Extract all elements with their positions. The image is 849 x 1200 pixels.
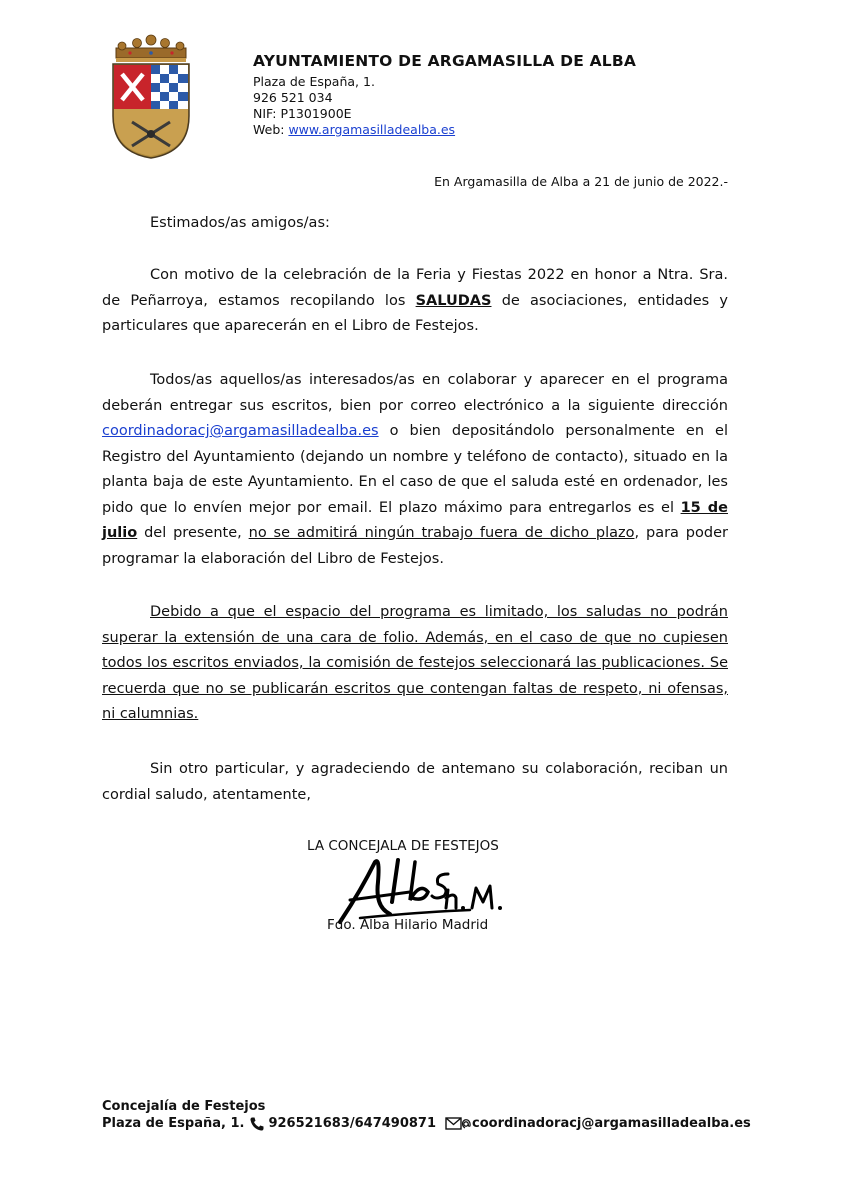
signer-name: Fdo. Alba Hilario Madrid — [327, 917, 489, 933]
p2-part3: del presente, — [137, 525, 249, 541]
p2-part2: o bien depositándolo personalmente en el Registro del Ayuntamiento (dejando un nombre y teléfono de contacto), situado en la planta baja de este Ayuntamiento. En el caso de que el saluda esté en ordenador, les pido que lo envíen mejor por email. El plazo máximo para entregarlos es el — [102, 423, 728, 516]
envelope-at-icon — [445, 1116, 471, 1132]
web-label: Web: — [253, 122, 289, 137]
p2-part1: Todos/as aquellos/as interesados/as en colaborar y aparecer en el programa deberán entregar sus escritos, bien por correo electrónico a la siguiente dirección — [102, 372, 728, 414]
crown-icon — [116, 35, 186, 62]
header-web — [253, 122, 636, 138]
letterhead — [253, 52, 636, 138]
footer — [102, 1098, 751, 1132]
p4-text: Sin otro particular, y agradeciendo de antemano su colaboración, reciban un cordial saludo, atentamente, — [102, 761, 728, 803]
date-line: En Argamasilla de Alba a 21 de junio de 2022.- — [434, 174, 728, 189]
greeting-text: Estimados/as amigos/as: — [150, 215, 330, 231]
email-link[interactable]: coordinadoracj@argamasilladealba.es — [102, 423, 379, 439]
footer-phones: 926521683/647490871 — [268, 1116, 437, 1131]
p3-text: Debido a que el espacio del programa es limitado, los saludas no podrán superar la extensión de una cara de folio. Además, en el caso de que no cupiesen todos los escritos enviados, la comisión de festejos seleccionará las publicaciones. Se recuerda que no se publicarán escritos que contengan faltas de respeto, ni ofensas, ni calumnias. — [102, 604, 728, 722]
website-link[interactable]: www.argamasilladealba.es — [288, 122, 456, 137]
organization-name: AYUNTAMIENTO DE ARGAMASILLA DE ALBA — [253, 52, 637, 70]
paragraph-1 — [102, 263, 728, 340]
header-address: Plaza de España, 1. — [253, 74, 375, 89]
footer-department: Concejalía de Festejos — [102, 1099, 266, 1114]
paragraph-4 — [102, 757, 728, 808]
p1-text-after: de asociaciones, entidades y particulares que aparecerán en el Libro de Festejos. — [102, 292, 728, 334]
footer-contact-row — [102, 1115, 751, 1132]
p2-part4: , para poder programar la elaboración del Libro de Festejos. — [102, 525, 728, 567]
deadline-warning: no se admitirá ningún trabajo fuera de dicho plazo — [248, 525, 635, 541]
footer-address: Plaza de España, 1. — [102, 1116, 245, 1131]
saludas-emphasis: SALUDAS — [415, 292, 492, 309]
paragraph-3 — [102, 600, 728, 728]
header-phone: 926 521 034 — [253, 90, 333, 105]
header-nif: NIF: P1301900E — [253, 106, 352, 121]
p1-text-before: Con motivo de la celebración de la Feria y Fiestas 2022 en honor a Ntra. Sra. de Peñarroya, estamos recopilando los — [102, 267, 728, 309]
deadline-emphasis: 15 de julio — [102, 499, 728, 541]
phone-icon — [249, 1116, 265, 1132]
coat-of-arms-logo — [110, 34, 192, 160]
greeting — [102, 211, 728, 237]
footer-email[interactable]: coordinadoracj@argamasilladealba.es — [472, 1116, 751, 1131]
signer-title: LA CONCEJALA DE FESTEJOS — [307, 838, 499, 854]
paragraph-2 — [102, 368, 728, 572]
